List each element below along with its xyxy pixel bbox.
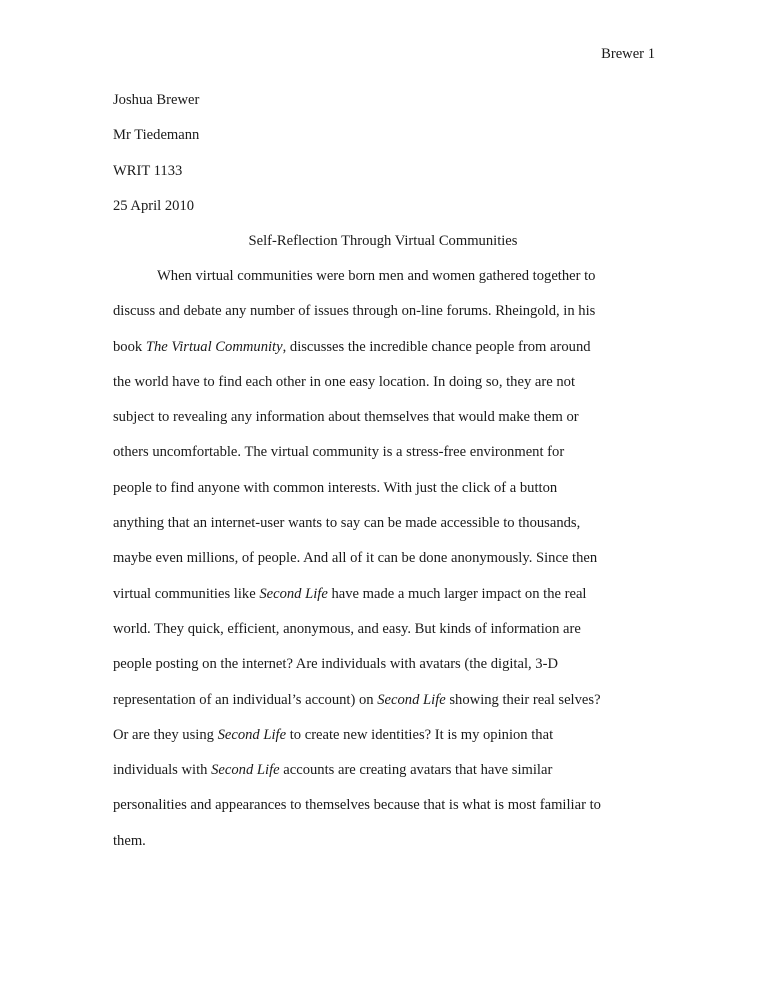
game-title: Second Life [259,585,328,602]
paragraph-line: maybe even millions, of people. And all of it can be done anonymously. Since then [113,550,598,567]
paragraph-line: anything that an internet-user wants to say can be made accessible to thousands, [113,515,581,532]
mla-heading [113,91,673,232]
line-text: book [113,338,146,355]
line-text: showing their real selves? [445,691,601,708]
paragraph-line: them. [113,832,146,849]
paragraph-line: the world have to find each other in one easy location. In doing so, they are not [113,373,575,390]
line-text: have made a much larger impact on the real [327,585,587,602]
line-text: individuals with [113,762,212,779]
paragraph-line [113,585,673,620]
paragraph-line [113,691,673,726]
line-text: Or are they using [113,726,218,743]
essay-date: 25 April 2010 [113,197,195,214]
book-title: The Virtual Community [145,338,283,355]
paragraph-line: When virtual communities were born men and women gathered together to [157,268,596,284]
author-name: Joshua Brewer [113,92,200,108]
game-title: Second Life [217,726,287,743]
paragraph-line: personalities and appearances to themselves because that is what is most familiar to [113,797,601,814]
line-text: accounts are creating avatars that have similar [279,762,553,779]
game-title: Second Life [377,691,446,708]
essay-paragraph [113,267,673,867]
paragraph-line [113,338,673,373]
line-text: representation of an individual’s account) on [113,691,378,708]
paragraph-line: others uncomfortable. The virtual community is a stress-free environment for [113,444,565,461]
paragraph-line: people posting on the internet? Are individuals with avatars (the digital, 3-D [113,656,559,673]
paragraph-line: people to find anyone with common interests. With just the click of a button [113,479,558,496]
paragraph-line [113,761,673,796]
course-name: WRIT 1133 [113,162,183,179]
paragraph-line: subject to revealing any information about themselves that would make them or [113,409,579,426]
paragraph-line: discuss and debate any number of issues through on-line forums. Rheingold, in his [113,303,596,320]
essay-title: Self-Reflection Through Virtual Communities [248,233,518,249]
paragraph-line [113,726,673,761]
instructor-name: Mr Tiedemann [113,127,200,144]
line-text: virtual communities like [113,585,260,602]
line-text: , discusses the incredible chance people from around [282,338,591,355]
running-head: Brewer 1 [601,46,655,62]
game-title: Second Life [211,762,280,779]
paragraph-line: world. They quick, efficient, anonymous, and easy. But kinds of information are [113,620,581,637]
line-text: to create new identities? It is my opinion that [286,726,554,743]
